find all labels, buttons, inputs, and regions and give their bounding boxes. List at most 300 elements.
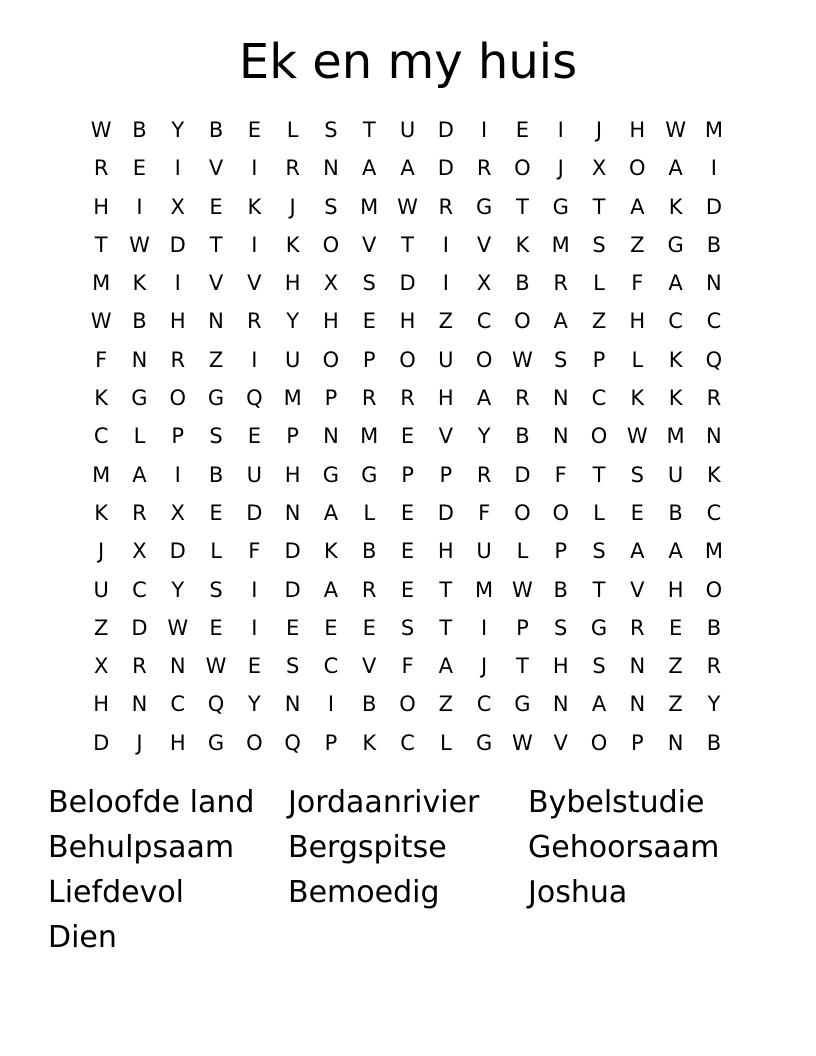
grid-cell: V — [553, 730, 568, 755]
grid-cell: C — [476, 692, 492, 717]
grid-cell: D — [284, 577, 301, 602]
grid-row — [82, 111, 734, 149]
grid-cell: H — [437, 386, 454, 411]
word-list-item: Gehoorsaam — [528, 830, 720, 865]
grid-row — [82, 302, 734, 340]
grid-cell: G — [514, 692, 531, 717]
grid-cell: G — [475, 194, 493, 219]
grid-cell: L — [133, 424, 146, 449]
grid-cell: A — [668, 156, 683, 181]
grid-cell: Y — [171, 577, 185, 602]
grid-cell: F — [478, 500, 491, 525]
grid-cell: S — [209, 577, 223, 602]
grid-cell: V — [208, 271, 224, 296]
grid-cell: Z — [208, 347, 224, 372]
grid-cell: D — [93, 730, 110, 755]
grid-cell: A — [132, 462, 147, 487]
grid-cell: J — [595, 118, 603, 142]
grid-cell: F — [554, 462, 567, 487]
grid-cell: B — [362, 539, 377, 564]
grid-cell: D — [131, 615, 148, 640]
grid-cell: I — [251, 156, 258, 181]
grid-cell: Z — [591, 309, 607, 334]
grid-cell: H — [284, 271, 301, 296]
grid-cell: S — [554, 615, 568, 640]
grid-cell: V — [247, 271, 262, 296]
grid-cell: D — [437, 156, 454, 181]
grid-cell: N — [552, 386, 569, 411]
grid-cell: C — [706, 500, 722, 525]
grid-cell: U — [246, 462, 263, 487]
grid-cell: R — [93, 156, 109, 181]
grid-cell: V — [362, 232, 377, 257]
grid-cell: F — [631, 271, 644, 296]
grid-cell: I — [481, 118, 488, 142]
grid-cell: L — [593, 271, 605, 296]
grid-cell: R — [476, 462, 492, 487]
word-list-item: Joshua — [528, 875, 628, 910]
grid-cell: W — [512, 577, 533, 602]
grid-cell: I — [710, 156, 717, 181]
grid-cell: R — [170, 347, 186, 372]
grid-cell: M — [92, 462, 111, 487]
grid-cell: K — [324, 539, 338, 564]
grid-cell: R — [361, 386, 377, 411]
grid-cell: I — [557, 118, 564, 142]
grid-cell: G — [475, 730, 493, 755]
grid-cell: Q — [207, 692, 225, 717]
grid-row — [82, 379, 734, 417]
grid-cell: O — [514, 156, 531, 181]
grid-cell: K — [132, 271, 147, 296]
grid-cell: A — [630, 539, 645, 564]
grid-cell: G — [207, 386, 225, 411]
grid-cell: W — [626, 424, 648, 449]
grid-cell: N — [131, 347, 148, 372]
grid-cell: O — [399, 692, 416, 717]
grid-cell: X — [591, 156, 607, 181]
grid-cell: D — [514, 462, 531, 487]
grid-cell: Q — [246, 386, 263, 411]
grid-cell: T — [94, 232, 108, 257]
grid-row — [82, 609, 734, 647]
grid-cell: W — [512, 347, 533, 372]
grid-cell: D — [284, 539, 301, 564]
grid-cell: A — [553, 309, 568, 334]
grid-cell: C — [706, 309, 722, 334]
grid-cell: O — [552, 500, 569, 525]
grid-cell: H — [284, 462, 301, 487]
grid-cell: K — [668, 194, 683, 219]
grid-cell: M — [551, 232, 570, 257]
word-list-item: Beloofde land — [48, 785, 255, 820]
grid-cell: P — [324, 386, 338, 411]
grid-cell: E — [400, 424, 415, 449]
grid-cell: R — [476, 156, 492, 181]
grid-cell: Z — [93, 615, 109, 640]
grid-cell: K — [668, 386, 683, 411]
grid-cell: B — [706, 615, 722, 640]
grid-cell: V — [438, 424, 453, 449]
grid-cell: R — [132, 654, 147, 679]
word-list-item: Bemoedig — [288, 875, 440, 910]
grid-cell: D — [169, 539, 186, 564]
grid-cell: Y — [477, 424, 491, 449]
grid-cell: U — [399, 118, 416, 142]
grid-cell: E — [247, 118, 261, 142]
grid-cell: G — [667, 232, 684, 257]
grid-cell: B — [706, 232, 722, 257]
grid-cell: K — [707, 462, 721, 487]
grid-cell: T — [439, 615, 453, 640]
grid-cell: P — [324, 730, 338, 755]
grid-cell: B — [208, 118, 224, 142]
grid-cell: L — [210, 539, 222, 564]
grid-cell: S — [324, 118, 338, 142]
grid-cell: B — [362, 692, 377, 717]
grid-cell: S — [324, 194, 338, 219]
grid-cell: Q — [705, 347, 723, 372]
grid-cell: L — [516, 539, 529, 564]
grid-cell: O — [590, 730, 608, 755]
grid-row — [82, 494, 734, 532]
grid-cell: F — [248, 539, 261, 564]
grid-cell: Z — [438, 309, 454, 334]
grid-cell: C — [132, 577, 147, 602]
grid-cell: W — [90, 118, 112, 142]
grid-cell: Z — [438, 692, 454, 717]
grid-cell: L — [286, 118, 299, 142]
grid-cell: B — [553, 577, 568, 602]
grid-cell: H — [93, 692, 110, 717]
grid-cell: N — [552, 692, 569, 717]
grid-cell: A — [668, 271, 683, 296]
grid-cell: J — [136, 730, 143, 755]
word-list-item: Jordaanrivier — [288, 785, 480, 820]
grid-row — [82, 456, 734, 494]
grid-cell: K — [285, 232, 300, 257]
grid-cell: E — [400, 539, 415, 564]
grid-cell: H — [629, 309, 646, 334]
word-list-item: Liefdevol — [48, 875, 185, 910]
grid-cell: A — [591, 692, 607, 717]
grid-cell: E — [362, 615, 376, 640]
grid-cell: M — [475, 577, 494, 602]
grid-cell: J — [557, 156, 564, 181]
grid-cell: S — [209, 424, 223, 449]
grid-cell: N — [323, 156, 339, 181]
grid-cell: G — [322, 462, 340, 487]
grid-cell: Y — [171, 118, 185, 142]
grid-cell: P — [362, 347, 376, 372]
grid-cell: K — [668, 347, 683, 372]
grid-cell: A — [323, 577, 339, 602]
grid-cell: P — [401, 462, 414, 487]
grid-cell: O — [322, 347, 340, 372]
grid-cell: R — [515, 386, 530, 411]
grid-cell: P — [439, 462, 453, 487]
grid-cell: S — [362, 271, 376, 296]
grid-cell: C — [476, 309, 492, 334]
grid-row — [82, 685, 734, 723]
grid-cell: U — [438, 347, 454, 372]
grid-cell: P — [630, 730, 644, 755]
grid-cell: E — [209, 194, 223, 219]
grid-cell: I — [251, 347, 258, 372]
grid-cell: H — [169, 730, 186, 755]
grid-cell: E — [247, 654, 261, 679]
word-search-grid — [82, 111, 734, 761]
grid-cell: A — [668, 539, 683, 564]
grid-cell: Y — [707, 692, 721, 717]
grid-cell: X — [170, 194, 185, 219]
grid-cell: N — [284, 692, 301, 717]
grid-cell: K — [630, 386, 645, 411]
grid-cell: G — [361, 462, 378, 487]
grid-cell: V — [208, 156, 224, 181]
grid-cell: I — [136, 194, 143, 219]
grid-cell: K — [94, 386, 109, 411]
grid-cell: I — [174, 462, 181, 487]
grid-cell: D — [437, 118, 454, 142]
grid-cell: Q — [284, 730, 301, 755]
grid-cell: W — [167, 615, 189, 640]
grid-cell: C — [323, 654, 339, 679]
grid-cell: N — [323, 424, 339, 449]
grid-cell: B — [132, 309, 147, 334]
grid-cell: W — [90, 309, 112, 334]
grid-cell: M — [704, 539, 723, 564]
grid-cell: K — [362, 730, 377, 755]
grid-cell: S — [285, 654, 300, 679]
grid-cell: G — [131, 386, 148, 411]
grid-cell: P — [286, 424, 299, 449]
grid-cell: C — [93, 424, 109, 449]
grid-row — [82, 417, 734, 455]
grid-cell: S — [554, 347, 568, 372]
grid-cell: F — [95, 347, 108, 372]
grid-cell: J — [481, 654, 488, 679]
grid-cell: K — [515, 232, 530, 257]
grid-cell: A — [476, 386, 492, 411]
grid-cell: O — [322, 232, 340, 257]
grid-row — [82, 149, 734, 187]
grid-cell: S — [592, 232, 606, 257]
grid-cell: D — [246, 500, 263, 525]
grid-cell: N — [629, 654, 646, 679]
grid-cell: T — [401, 232, 414, 257]
grid-cell: M — [360, 424, 379, 449]
word-list-item: Behulpsaam — [48, 830, 235, 865]
grid-cell: K — [247, 194, 262, 219]
grid-cell: I — [251, 232, 258, 257]
grid-cell: C — [668, 309, 683, 334]
grid-cell: E — [132, 156, 147, 181]
grid-cell: H — [629, 118, 646, 142]
grid-cell: X — [323, 271, 339, 296]
grid-cell: E — [285, 615, 300, 640]
grid-cell: U — [284, 347, 301, 372]
grid-cell: D — [169, 232, 186, 257]
grid-cell: T — [592, 462, 606, 487]
grid-cell: N — [706, 271, 722, 296]
grid-row — [82, 188, 734, 226]
grid-cell: U — [667, 462, 684, 487]
grid-cell: P — [516, 615, 529, 640]
grid-cell: R — [706, 654, 722, 679]
word-list-item: Dien — [48, 920, 117, 955]
grid-cell: B — [515, 424, 530, 449]
grid-cell: T — [516, 654, 529, 679]
grid-cell: G — [590, 615, 608, 640]
grid-cell: Y — [286, 309, 300, 334]
word-list — [48, 780, 768, 960]
grid-cell: O — [246, 730, 263, 755]
grid-cell: N — [667, 730, 684, 755]
grid-cell: B — [668, 500, 683, 525]
grid-cell: O — [705, 577, 723, 602]
grid-cell: T — [439, 577, 453, 602]
grid-cell: I — [442, 271, 449, 296]
grid-cell: E — [668, 615, 683, 640]
grid-cell: O — [169, 386, 186, 411]
grid-cell: X — [170, 500, 185, 525]
grid-cell: U — [93, 577, 109, 602]
grid-cell: R — [706, 386, 722, 411]
grid-cell: B — [515, 271, 530, 296]
grid-cell: R — [285, 156, 300, 181]
grid-cell: W — [397, 194, 418, 219]
grid-cell: R — [553, 271, 568, 296]
grid-cell: R — [438, 194, 454, 219]
grid-cell: B — [706, 730, 722, 755]
grid-cell: A — [400, 156, 415, 181]
grid-cell: N — [284, 500, 301, 525]
grid-cell: C — [591, 386, 607, 411]
grid-cell: O — [514, 309, 531, 334]
grid-row — [82, 571, 734, 609]
grid-cell: D — [437, 500, 454, 525]
grid-cell: N — [629, 692, 646, 717]
grid-cell: H — [93, 194, 110, 219]
grid-row — [82, 341, 734, 379]
grid-cell: N — [169, 654, 186, 679]
grid-cell: T — [209, 232, 223, 257]
grid-cell: M — [92, 271, 111, 296]
grid-cell: E — [515, 118, 530, 142]
grid-cell: O — [475, 347, 493, 372]
grid-row — [82, 264, 734, 302]
grid-cell: G — [552, 194, 569, 219]
grid-cell: O — [590, 424, 608, 449]
grid-cell: S — [592, 539, 606, 564]
grid-cell: H — [437, 539, 454, 564]
grid-cell: E — [209, 500, 223, 525]
grid-cell: I — [251, 615, 258, 640]
grid-cell: D — [399, 271, 416, 296]
grid-cell: H — [552, 654, 569, 679]
grid-cell: S — [400, 615, 415, 640]
grid-cell: M — [704, 118, 723, 142]
grid-cell: Z — [630, 232, 645, 257]
grid-cell: T — [592, 577, 606, 602]
grid-cell: R — [361, 577, 377, 602]
grid-cell: W — [129, 232, 150, 257]
grid-cell: A — [438, 654, 453, 679]
grid-cell: N — [552, 424, 569, 449]
grid-cell: O — [514, 500, 531, 525]
grid-cell: W — [205, 654, 227, 679]
grid-cell: O — [629, 156, 646, 181]
grid-cell: Z — [668, 654, 683, 679]
grid-cell: U — [476, 539, 492, 564]
grid-cell: I — [174, 271, 181, 296]
grid-cell: A — [362, 156, 377, 181]
grid-cell: I — [251, 577, 258, 602]
grid-cell: P — [171, 424, 185, 449]
grid-row — [82, 532, 734, 570]
grid-cell: W — [665, 118, 686, 142]
grid-cell: D — [705, 194, 722, 219]
grid-cell: O — [399, 347, 416, 372]
grid-cell: Y — [247, 692, 261, 717]
grid-row — [82, 226, 734, 264]
grid-cell: P — [592, 347, 606, 372]
grid-cell: C — [170, 692, 186, 717]
grid-cell: F — [401, 654, 414, 679]
grid-cell: V — [476, 232, 492, 257]
grid-cell: H — [323, 309, 339, 334]
grid-cell: R — [630, 615, 645, 640]
grid-cell: T — [516, 194, 529, 219]
grid-cell: E — [400, 577, 415, 602]
grid-cell: H — [399, 309, 416, 334]
grid-cell: L — [631, 347, 644, 372]
grid-cell: X — [93, 654, 109, 679]
grid-cell: C — [400, 730, 415, 755]
grid-cell: H — [667, 577, 684, 602]
grid-cell: R — [400, 386, 415, 411]
grid-cell: L — [439, 730, 452, 755]
grid-cell: E — [209, 615, 223, 640]
grid-row — [82, 724, 734, 762]
grid-cell: R — [132, 500, 147, 525]
grid-cell: I — [481, 615, 488, 640]
grid-cell: T — [362, 118, 376, 142]
grid-cell: S — [630, 462, 644, 487]
grid-cell: Z — [668, 692, 683, 717]
grid-cell: E — [362, 309, 376, 334]
grid-cell: J — [98, 539, 105, 564]
grid-cell: A — [630, 194, 645, 219]
grid-cell: R — [247, 309, 262, 334]
grid-cell: X — [132, 539, 147, 564]
grid-cell: V — [630, 577, 645, 602]
grid-cell: A — [323, 500, 339, 525]
grid-cell: E — [324, 615, 338, 640]
grid-cell: E — [247, 424, 261, 449]
grid-cell: G — [207, 730, 225, 755]
grid-cell: B — [208, 462, 224, 487]
grid-cell: N — [208, 309, 224, 334]
grid-cell: I — [174, 156, 181, 181]
grid-cell: N — [706, 424, 722, 449]
grid-cell: V — [362, 654, 377, 679]
grid-cell: M — [283, 386, 302, 411]
grid-cell: I — [442, 232, 449, 257]
grid-row — [82, 647, 734, 685]
grid-cell: X — [476, 271, 492, 296]
